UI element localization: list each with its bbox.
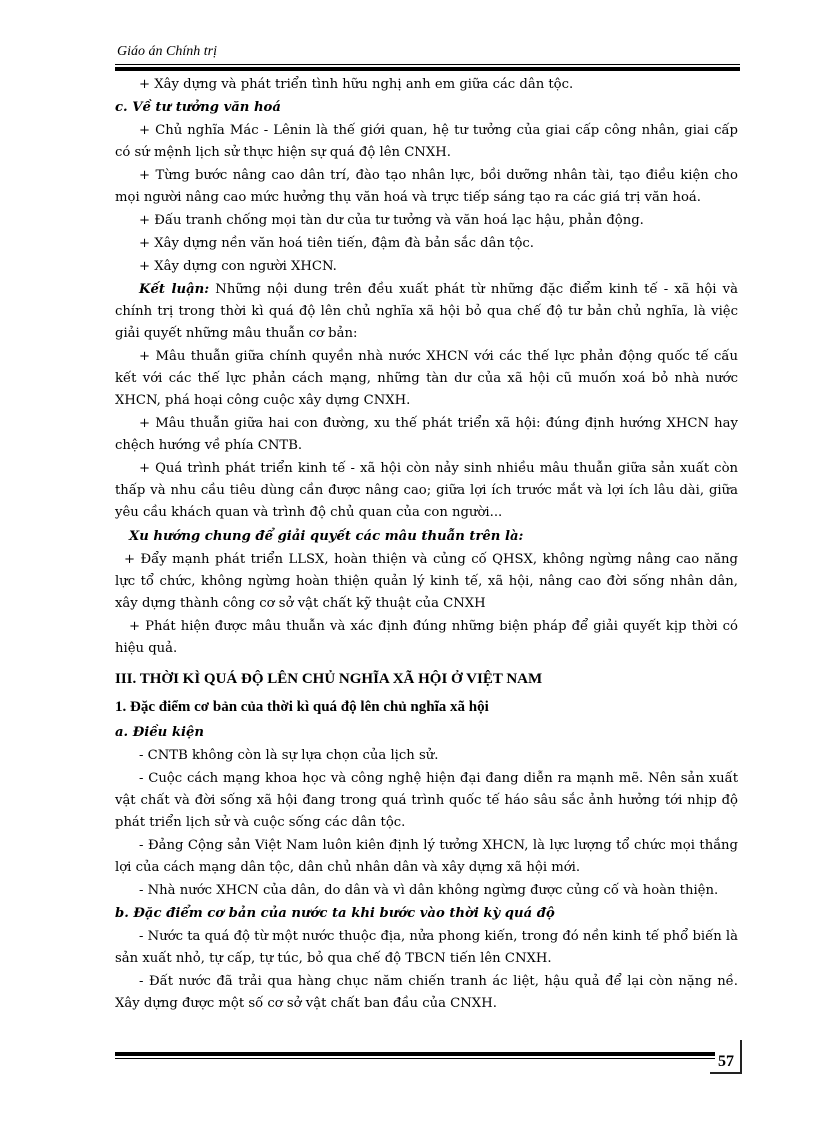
paragraph: - CNTB không còn là sự lựa chọn của lịch sử.: [139, 748, 439, 763]
page-corner-shadow: [710, 1072, 742, 1074]
paragraph: - Nhà nước XHCN của dân, do dân và vì dân không ngừng được củng cố và hoàn thiện.: [139, 883, 719, 898]
paragraph: - Nước ta quá độ từ một nước thuộc địa, nửa phong kiến, trong đó nền kinh tế phổ biến là sản xuất nhỏ, tự cấp, tự túc, bỏ qua chế độ TBCN tiến lên CNXH.: [115, 929, 738, 966]
page-number: 57: [718, 1053, 734, 1070]
page-corner-shadow: [740, 1040, 742, 1072]
conclusion-text: Những nội dung trên đều xuất phát từ những đặc điểm kinh tế - xã hội và chính trị trong thời kì quá độ lên chủ nghĩa xã hội bỏ qua chế độ tư bản chủ nghĩa, là việc giải quyết những mâu thuẫn cơ bản:: [115, 282, 738, 341]
paragraph: + Đẩy mạnh phát triển LLSX, hoàn thiện và củng cố QHSX, không ngừng nâng cao năng lực tổ chức, không ngừng hoàn thiện quản lý kinh tế, xã hội, nâng cao đời sống nhân dân, xây dựng thành công cơ sở vật chất kỹ thuật của CNXH: [115, 552, 738, 611]
paragraph: - Cuộc cách mạng khoa học và công nghệ hiện đại đang diễn ra mạnh mẽ. Nên sản xuất vật chất và đời sống xã hội đang trong quá trình quốc tế háo sâu sắc ảnh hưởng tới nhịp độ phát triển lịch sử và cuộc sống các dân tộc.: [115, 771, 738, 830]
paragraph: + Phát hiện được mâu thuẫn và xác định đúng những biện pháp để giải quyết kịp thời có hiệu quả.: [115, 619, 738, 656]
section-heading: b. Đặc điểm cơ bản của nước ta khi bước vào thời kỳ quá độ: [115, 906, 555, 921]
section-heading: c. Về tư tưởng văn hoá: [115, 100, 281, 115]
paragraph: + Quá trình phát triển kinh tế - xã hội còn nảy sinh nhiều mâu thuẫn giữa sản xuất còn thấp và nhu cầu tiêu dùng cần được nâng cao; giữa lợi ích trước mắt và lợi ích lâu dài, giữa yêu cầu khách quan và trình độ chủ quan của con người...: [115, 461, 738, 520]
paragraph: + Xây dựng con người XHCN.: [139, 259, 337, 274]
paragraph: + Chủ nghĩa Mác - Lênin là thế giới quan, hệ tư tưởng của giai cấp công nhân, giai cấp có sứ mệnh lịch sử thực hiện sự quá độ lên CNXH.: [115, 123, 738, 160]
paragraph: - Đảng Cộng sản Việt Nam luôn kiên định lý tưởng XHCN, là lực lượng tổ chức mọi thắng lợi của cách mạng dân tộc, dân chủ nhân dân và xây dựng xã hội mới.: [115, 838, 738, 875]
footer-rule-thick: [115, 1052, 715, 1056]
paragraph: + Từng bước nâng cao dân trí, đào tạo nhân lực, bồi dưỡng nhân tài, tạo điều kiện cho mọi người nâng cao mức hưởng thụ văn hoá và trực tiếp sáng tạo ra các giá trị văn hoá.: [115, 168, 738, 205]
paragraph: + Xây dựng nền văn hoá tiên tiến, đậm đà bản sắc dân tộc.: [139, 236, 534, 251]
chapter-heading: III. THỜI KÌ QUÁ ĐỘ LÊN CHỦ NGHĨA XÃ HỘI Ở VIỆT NAM: [115, 671, 543, 687]
paragraph: + Xây dựng và phát triển tình hữu nghị anh em giữa các dân tộc.: [139, 77, 574, 92]
paragraph: - Đất nước đã trải qua hàng chục năm chiến tranh ác liệt, hậu quả để lại còn nặng nề. Xây dựng được một số cơ sở vật chất ban đầu của CNXH.: [115, 974, 738, 1011]
header-rule-thick: [115, 67, 740, 71]
paragraph: + Mâu thuẫn giữa hai con đường, xu thế phát triển xã hội: đúng định hướng XHCN hay chệch hướng về phía CNTB.: [115, 416, 738, 453]
paragraph: + Đấu tranh chống mọi tàn dư của tư tưởng và văn hoá lạc hậu, phản động.: [139, 213, 644, 228]
header-rule: [115, 64, 740, 65]
paragraph: + Mâu thuẫn giữa chính quyền nhà nước XHCN với các thế lực phản động quốc tế cấu kết với các thế lực phản cách mạng, những tàn dư của xã hội cũ muốn xoá bỏ nhà nước XHCN, phá hoại công cuộc xây dựng CNXH.: [115, 349, 738, 408]
conclusion-label: Kết luận:: [139, 282, 210, 297]
conclusion-paragraph: [115, 279, 738, 345]
section-heading: a. Điều kiện: [115, 725, 204, 740]
subsection-heading: 1. Đặc điểm cơ bản của thời kì quá độ lên chủ nghĩa xã hội: [115, 699, 489, 715]
footer-rule: [115, 1058, 715, 1059]
page-body: [115, 74, 738, 1016]
trend-heading: Xu hướng chung để giải quyết các mâu thuẫn trên là:: [129, 529, 524, 544]
running-header: Giáo án Chính trị: [117, 44, 217, 59]
